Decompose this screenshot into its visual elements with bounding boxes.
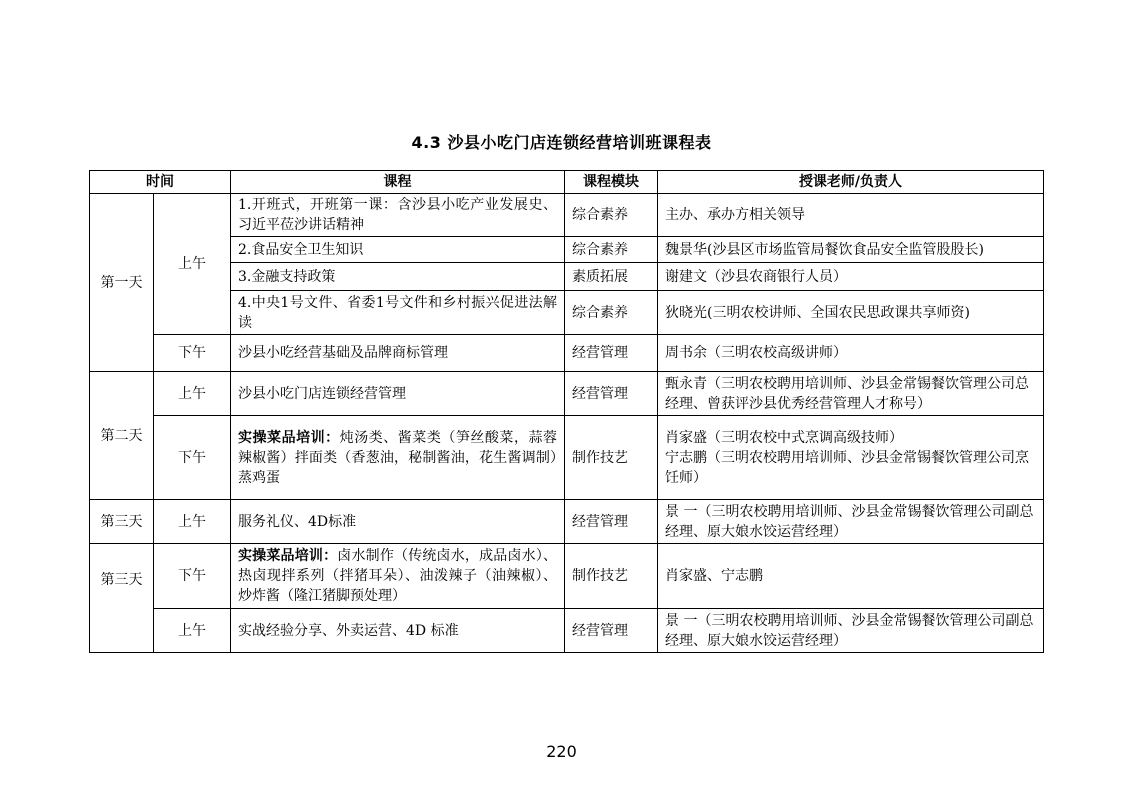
teacher-cell: 景 一（三明农校聘用培训师、沙县金常锡餐饮管理公司副总经理、原大娘水饺运营经理） <box>658 500 1044 544</box>
day-cell: 第三天 <box>90 544 154 653</box>
teacher-line: 肖家盛（三明农校中式烹调高级技师） <box>665 429 903 446</box>
course-schedule-table <box>89 170 1044 653</box>
module-cell: 经营管理 <box>565 372 658 416</box>
module-cell: 综合素养 <box>565 237 658 263</box>
table-row <box>90 416 1044 500</box>
period-cell: 下午 <box>154 544 231 609</box>
period-cell: 上午 <box>154 372 231 416</box>
course-cell: 实战经验分享、外卖运营、4D 标准 <box>231 609 565 653</box>
course-highlight: 实操菜品培训： <box>238 548 338 564</box>
course-cell: 沙县小吃门店连锁经营管理 <box>231 372 565 416</box>
module-cell: 素质拓展 <box>565 263 658 291</box>
module-cell: 综合素养 <box>565 291 658 335</box>
course-text: 卤水制作（传统卤水，成品卤水）、热卤现拌系列（拌猪耳朵）、油泼辣子（油辣椒）、炒炸酱（隆江猪脚预处理） <box>238 548 558 604</box>
teacher-cell: 魏景华(沙县区市场监管局餐饮食品安全监管股股长) <box>658 237 1044 263</box>
table-row <box>90 609 1044 653</box>
table-row <box>90 500 1044 544</box>
page-title: 4.3 沙县小吃门店连锁经营培训班课程表 <box>411 133 712 152</box>
table-row <box>90 291 1044 335</box>
course-cell: 4.中央1号文件、省委1号文件和乡村振兴促进法解读 <box>231 291 565 335</box>
header-course: 课程 <box>231 171 565 194</box>
module-cell: 制作技艺 <box>565 416 658 500</box>
course-highlight: 实操菜品培训： <box>238 429 340 446</box>
teacher-cell: 甄永青（三明农校聘用培训师、沙县金常锡餐饮管理公司总经理、曾获评沙县优秀经营管理人才称号） <box>658 372 1044 416</box>
module-cell: 经营管理 <box>565 335 658 372</box>
period-cell: 上午 <box>154 609 231 653</box>
table-row <box>90 372 1044 416</box>
table-header-row <box>90 171 1044 194</box>
table-row <box>90 335 1044 372</box>
day-cell: 第二天 <box>90 372 154 500</box>
module-cell: 经营管理 <box>565 609 658 653</box>
module-cell: 经营管理 <box>565 500 658 544</box>
teacher-line: 宁志鹏（三明农校聘用培训师、沙县金常锡餐饮管理公司烹饪师） <box>665 449 1029 486</box>
course-cell: 1.开班式，开班第一课：含沙县小吃产业发展史、习近平莅沙讲话精神 <box>231 194 565 237</box>
course-cell: 3.金融支持政策 <box>231 263 565 291</box>
period-cell: 下午 <box>154 335 231 372</box>
course-cell: 服务礼仪、4D标准 <box>231 500 565 544</box>
table-row <box>90 263 1044 291</box>
teacher-cell: 主办、承办方相关领导 <box>658 194 1044 237</box>
period-cell: 下午 <box>154 416 231 500</box>
table-row <box>90 194 1044 237</box>
period-cell: 上午 <box>154 500 231 544</box>
teacher-cell: 周书余（三明农校高级讲师） <box>658 335 1044 372</box>
header-time: 时间 <box>90 171 231 194</box>
course-text: 炖汤类、酱菜类（笋丝酸菜，蒜蓉辣椒酱）拌面类（香葱油，秘制酱油，花生酱调制）蒸鸡蛋 <box>238 429 558 486</box>
day-cell: 第三天 <box>90 500 154 544</box>
page-number: 220 <box>546 742 577 761</box>
teacher-cell: 谢建文（沙县农商银行人员） <box>658 263 1044 291</box>
header-teacher: 授课老师/负责人 <box>658 171 1044 194</box>
course-cell <box>231 544 565 609</box>
teacher-cell: 景 一（三明农校聘用培训师、沙县金常锡餐饮管理公司副总经理、原大娘水饺运营经理） <box>658 609 1044 653</box>
course-cell <box>231 416 565 500</box>
period-cell: 上午 <box>154 194 231 335</box>
header-module: 课程模块 <box>565 171 658 194</box>
table-row <box>90 544 1044 609</box>
module-cell: 制作技艺 <box>565 544 658 609</box>
course-cell: 沙县小吃经营基础及品牌商标管理 <box>231 335 565 372</box>
teacher-cell <box>658 416 1044 500</box>
table-row <box>90 237 1044 263</box>
module-cell: 综合素养 <box>565 194 658 237</box>
day-cell: 第一天 <box>90 194 154 372</box>
teacher-cell: 肖家盛、宁志鹏 <box>658 544 1044 609</box>
teacher-cell: 狄晓光(三明农校讲师、全国农民思政课共享师资) <box>658 291 1044 335</box>
course-cell: 2.食品安全卫生知识 <box>231 237 565 263</box>
